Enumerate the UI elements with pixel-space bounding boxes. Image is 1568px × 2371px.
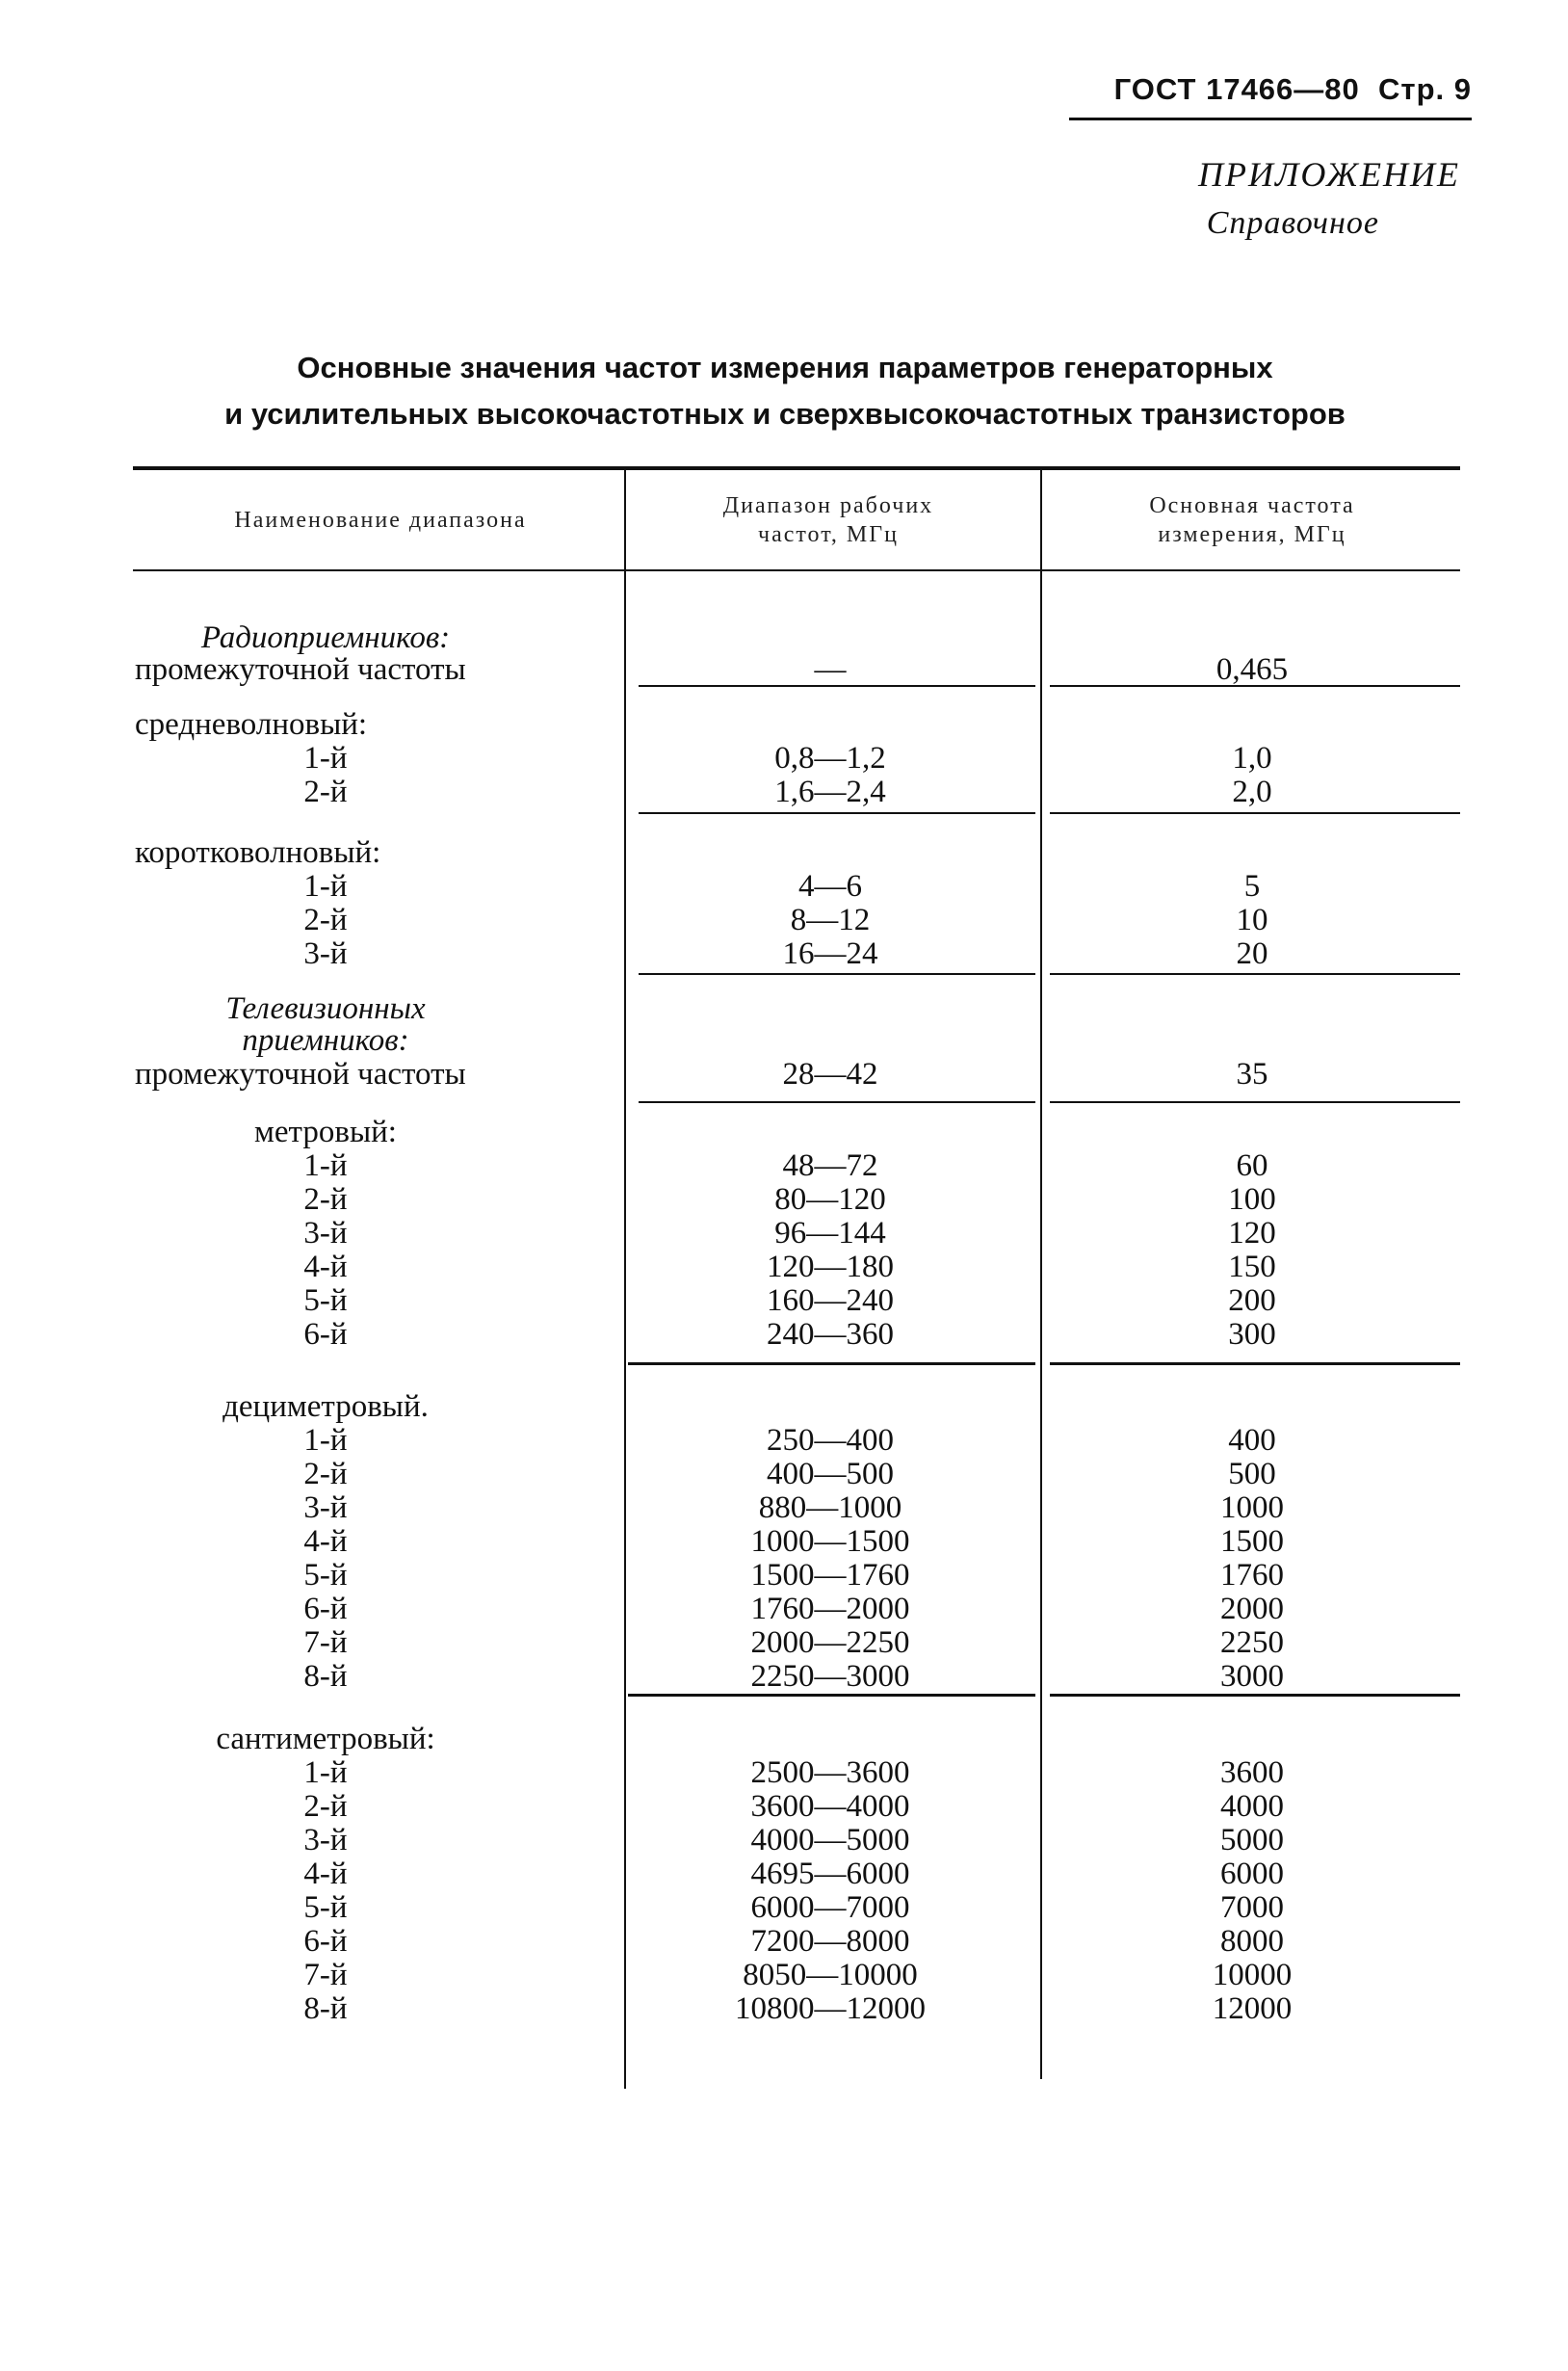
range-name-cell: Телевизионных: [225, 991, 426, 1026]
table-top-rule: [133, 466, 1460, 470]
table-row: [0, 1058, 1568, 1092]
main-frequency-cell: 5000: [1220, 1823, 1284, 1857]
group-rule: [1050, 1101, 1460, 1103]
group-rule: [639, 1101, 1035, 1103]
working-range-cell: 1500—1760: [750, 1558, 910, 1593]
table-row: [0, 1024, 1568, 1058]
range-name-cell: 3-й: [303, 1823, 348, 1857]
table-row: [0, 1116, 1568, 1149]
working-range-cell: 240—360: [767, 1317, 894, 1352]
working-range-cell: 880—1000: [758, 1490, 902, 1525]
table-row: [0, 870, 1568, 904]
range-name-cell: Радиоприемников:: [200, 620, 451, 655]
range-name-cell: 1-й: [303, 1423, 348, 1458]
document-title: [106, 345, 1464, 437]
working-range-cell: 1000—1500: [750, 1524, 910, 1559]
main-frequency-cell: 0,465: [1215, 652, 1289, 687]
working-range-cell: 2500—3600: [750, 1755, 910, 1790]
range-name-cell: 1-й: [303, 741, 348, 776]
working-range-cell: 8050—10000: [743, 1958, 918, 1992]
range-name-cell: 4-й: [303, 1857, 348, 1891]
working-range-cell: —: [814, 652, 847, 687]
table-row: [0, 836, 1568, 870]
working-range-cell: 2250—3000: [750, 1659, 910, 1694]
main-frequency-cell: 10: [1236, 903, 1268, 937]
range-name-cell: 6-й: [303, 1317, 348, 1352]
main-frequency-cell: 2,0: [1232, 775, 1272, 809]
range-name-cell: 2-й: [303, 1457, 348, 1491]
main-frequency-cell: 300: [1228, 1317, 1276, 1352]
group-rule: [628, 1362, 1035, 1365]
main-frequency-cell: 150: [1228, 1250, 1276, 1284]
table-row: [0, 904, 1568, 937]
range-name-cell: 3-й: [303, 936, 348, 971]
table-row: [0, 1525, 1568, 1559]
table-row: [0, 1251, 1568, 1284]
working-range-cell: 2000—2250: [750, 1625, 910, 1660]
range-name-cell: 1-й: [303, 869, 348, 904]
column-header-range-text: Диапазон рабочих частот, МГц: [722, 493, 934, 547]
range-name-cell: 4-й: [303, 1250, 348, 1284]
table-header-rule: [133, 569, 1460, 571]
range-name-cell: 5-й: [303, 1890, 348, 1925]
main-frequency-cell: 10000: [1212, 1958, 1293, 1992]
main-frequency-cell: 3600: [1220, 1755, 1284, 1790]
table-row: [0, 1723, 1568, 1756]
main-frequency-cell: 1,0: [1232, 741, 1272, 776]
range-name-cell: промежуточной частоты: [135, 652, 466, 687]
table-row: [0, 776, 1568, 809]
standard-number: ГОСТ 17466—80: [1113, 72, 1360, 106]
table-row: [0, 1925, 1568, 1959]
title-line-2: и усилительных высокочастотных и сверхвысокочастотных транзисторов: [224, 397, 1346, 431]
main-frequency-cell: 4000: [1220, 1789, 1284, 1824]
range-name-cell: 8-й: [303, 1659, 348, 1694]
working-range-cell: 4—6: [798, 869, 862, 904]
column-header-frequency: [1050, 491, 1454, 549]
working-range-cell: 80—120: [774, 1182, 886, 1217]
table-row: [0, 742, 1568, 776]
range-name-cell: дециметровый.: [222, 1389, 429, 1424]
working-range-cell: 16—24: [782, 936, 878, 971]
main-frequency-cell: 60: [1236, 1148, 1268, 1183]
table-row: [0, 1959, 1568, 1992]
table-row: [0, 1217, 1568, 1251]
range-name-cell: промежуточной частоты: [135, 1057, 466, 1092]
working-range-cell: 1,6—2,4: [774, 775, 886, 809]
main-frequency-cell: 5: [1243, 869, 1261, 904]
column-header-frequency-text: Основная частота измерения, МГц: [1149, 493, 1355, 547]
range-name-cell: 2-й: [303, 903, 348, 937]
working-range-cell: 28—42: [782, 1057, 878, 1092]
table-row: [0, 1149, 1568, 1183]
working-range-cell: 48—72: [782, 1148, 878, 1183]
working-range-cell: 6000—7000: [750, 1890, 910, 1925]
range-name-cell: 4-й: [303, 1524, 348, 1559]
group-rule: [639, 812, 1035, 814]
working-range-cell: 0,8—1,2: [774, 741, 886, 776]
header-rule: [1069, 118, 1472, 120]
table-row: [0, 708, 1568, 742]
table-row: [0, 1790, 1568, 1824]
range-name-cell: 3-й: [303, 1216, 348, 1251]
range-name-cell: 3-й: [303, 1490, 348, 1525]
working-range-cell: 1760—2000: [750, 1592, 910, 1626]
main-frequency-cell: 200: [1228, 1283, 1276, 1318]
table-row: [0, 621, 1568, 655]
group-rule: [639, 973, 1035, 975]
range-name-cell: приемников:: [242, 1023, 409, 1058]
page-number: Стр. 9: [1378, 72, 1472, 106]
main-frequency-cell: 6000: [1220, 1857, 1284, 1891]
working-range-cell: 10800—12000: [735, 1991, 926, 2026]
group-rule: [1050, 973, 1460, 975]
main-frequency-cell: 35: [1236, 1057, 1268, 1092]
title-line-1: Основные значения частот измерения параметров генераторных: [297, 351, 1273, 384]
table-row: [0, 1318, 1568, 1352]
working-range-cell: 8—12: [790, 903, 871, 937]
main-frequency-cell: 8000: [1220, 1924, 1284, 1959]
range-name-cell: 6-й: [303, 1592, 348, 1626]
working-range-cell: 160—240: [767, 1283, 894, 1318]
range-name-cell: 5-й: [303, 1558, 348, 1593]
range-name-cell: 2-й: [303, 1182, 348, 1217]
table-row: [0, 1824, 1568, 1857]
range-name-cell: 1-й: [303, 1148, 348, 1183]
main-frequency-cell: 2250: [1220, 1625, 1284, 1660]
column-header-range: [636, 491, 1021, 549]
table-row: [0, 1660, 1568, 1694]
working-range-cell: 4695—6000: [750, 1857, 910, 1891]
range-name-cell: коротковолновый:: [135, 835, 381, 870]
main-frequency-cell: 12000: [1212, 1991, 1293, 2026]
table-row: [0, 1458, 1568, 1491]
main-frequency-cell: 20: [1236, 936, 1268, 971]
range-name-cell: 1-й: [303, 1755, 348, 1790]
main-frequency-cell: 1760: [1220, 1558, 1284, 1593]
main-frequency-cell: 400: [1228, 1423, 1276, 1458]
range-name-cell: 7-й: [303, 1625, 348, 1660]
working-range-cell: 250—400: [767, 1423, 894, 1458]
main-frequency-cell: 3000: [1220, 1659, 1284, 1694]
table-row: [0, 653, 1568, 687]
table-row: [0, 1857, 1568, 1891]
main-frequency-cell: 2000: [1220, 1592, 1284, 1626]
table-row: [0, 1424, 1568, 1458]
working-range-cell: 3600—4000: [750, 1789, 910, 1824]
table-row: [0, 1626, 1568, 1660]
table-row: [0, 1183, 1568, 1217]
range-name-cell: средневолновый:: [135, 707, 368, 742]
main-frequency-cell: 120: [1228, 1216, 1276, 1251]
working-range-cell: 4000—5000: [750, 1823, 910, 1857]
main-frequency-cell: 500: [1228, 1457, 1276, 1491]
working-range-cell: 120—180: [767, 1250, 894, 1284]
range-name-cell: метровый:: [254, 1115, 397, 1149]
working-range-cell: 7200—8000: [750, 1924, 910, 1959]
table-row: [0, 1756, 1568, 1790]
column-header-name: Наименование диапазона: [234, 508, 527, 533]
main-frequency-cell: 1500: [1220, 1524, 1284, 1559]
table-row: [0, 1891, 1568, 1925]
range-name-cell: 7-й: [303, 1958, 348, 1992]
group-rule: [1050, 1362, 1460, 1365]
group-rule: [1050, 812, 1460, 814]
working-range-cell: 96—144: [774, 1216, 886, 1251]
range-name-cell: 8-й: [303, 1991, 348, 2026]
main-frequency-cell: 100: [1228, 1182, 1276, 1217]
working-range-cell: 400—500: [767, 1457, 894, 1491]
main-frequency-cell: 1000: [1220, 1490, 1284, 1525]
range-name-cell: сантиметровый:: [216, 1722, 435, 1756]
main-frequency-cell: 7000: [1220, 1890, 1284, 1925]
range-name-cell: 2-й: [303, 1789, 348, 1824]
group-rule: [628, 1694, 1035, 1697]
page-header: [1114, 72, 1472, 107]
table-row: [0, 992, 1568, 1026]
table-row: [0, 937, 1568, 971]
group-rule: [1050, 1694, 1460, 1697]
appendix-type: Справочное: [1206, 205, 1379, 241]
table-row: [0, 1559, 1568, 1593]
range-name-cell: 2-й: [303, 775, 348, 809]
table-row: [0, 1491, 1568, 1525]
appendix-label: ПРИЛОЖЕНИЕ: [1198, 155, 1460, 194]
table-row: [0, 1390, 1568, 1424]
table-row: [0, 1992, 1568, 2026]
range-name-cell: 5-й: [303, 1283, 348, 1318]
table-row: [0, 1593, 1568, 1626]
table-row: [0, 1284, 1568, 1318]
range-name-cell: 6-й: [303, 1924, 348, 1959]
